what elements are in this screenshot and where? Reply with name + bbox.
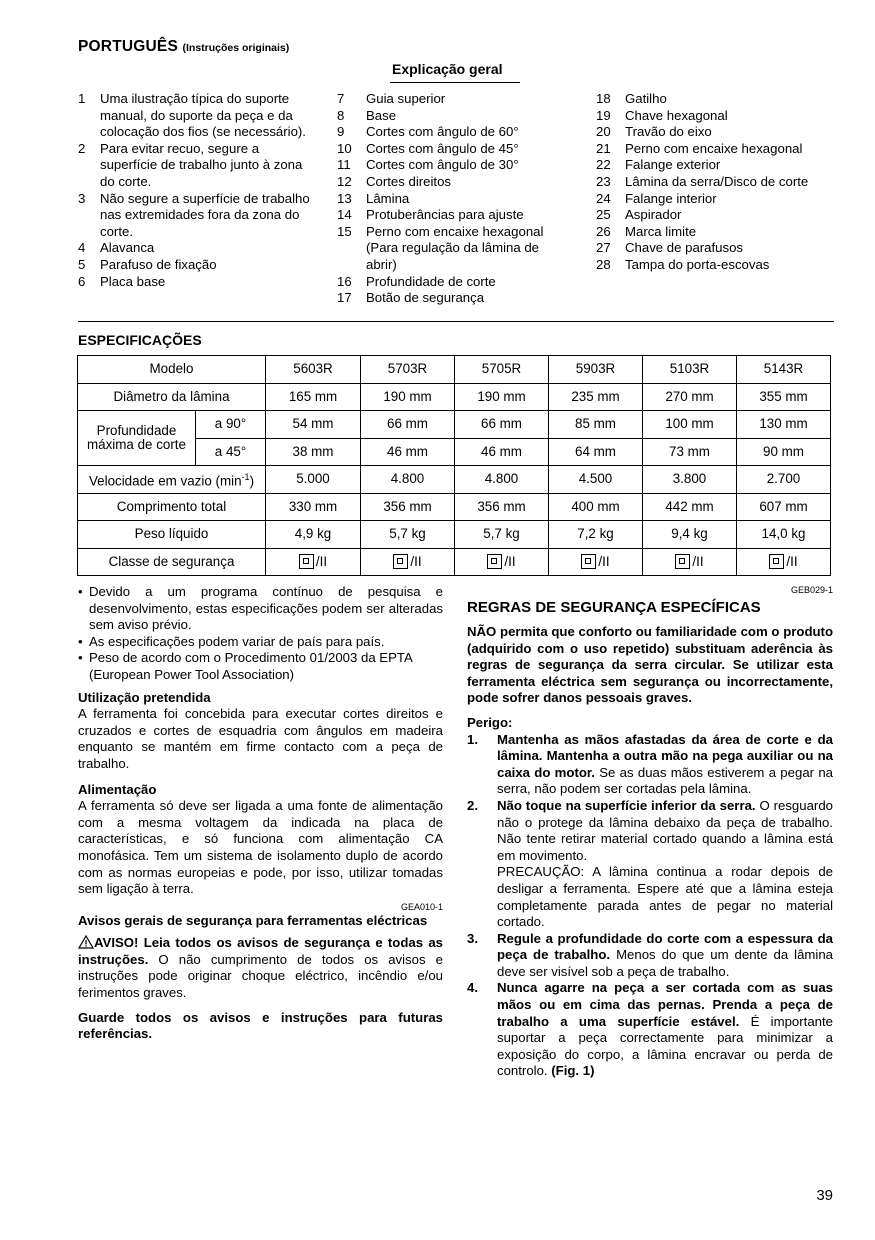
table-row-weight — [78, 521, 831, 549]
legend-number: 23 — [596, 173, 611, 189]
rule-caution-text: PRECAUÇÃO: A lâmina continua a rodar depois de desligar a ferramenta. Espere até que a lâmina esteja completamente parada antes de pegar no material cortado. — [497, 864, 833, 930]
blade-cell: 355 mm — [737, 383, 831, 411]
legend-text: Falange exterior — [625, 157, 721, 173]
row-label-weight: Peso líquido — [78, 521, 266, 549]
rule-text: É importante suportar a peça correctamente para minimizar a exposição do corpo, a lâmina encravar ou perda de controlo. — [497, 1013, 833, 1079]
depth90-cell: 85 mm — [549, 411, 643, 439]
legend-text: Perno com encaixe hexagonal (Para regulação da lâmina de abrir) — [366, 223, 544, 272]
general-warnings-title: Avisos gerais de segurança para ferramentas eléctricas — [78, 912, 428, 928]
specific-rules-list — [467, 732, 833, 1080]
note-text: Peso de acordo com o Procedimento 01/2003 da EPTA (European Power Tool Association) — [89, 650, 413, 682]
page-header — [78, 38, 289, 56]
class-value: /II — [410, 554, 422, 570]
section-divider — [78, 321, 834, 322]
row-label-depth: Profundidade máxima de corte — [78, 411, 196, 466]
row-label-90: a 90° — [196, 411, 266, 439]
legend-text: Chave de parafusos — [625, 240, 744, 256]
legend-number: 3 — [78, 190, 86, 206]
rule-text: Menos do que um dente da lâmina deve ser visível sob a peça de trabalho. — [497, 947, 833, 979]
legend-text: Guia superior — [366, 91, 446, 106]
class-value: /II — [786, 554, 798, 570]
legend-number: 5 — [78, 256, 86, 272]
legend-number: 24 — [596, 190, 611, 206]
table-row-class — [78, 548, 831, 576]
model-cell: 5103R — [643, 356, 737, 384]
depth90-cell: 66 mm — [455, 411, 549, 439]
figure-reference: (Fig. 1) — [551, 1063, 595, 1079]
right-column — [467, 584, 833, 1080]
rule-item — [467, 931, 833, 981]
legend-number: 9 — [337, 124, 345, 140]
legend-number: 18 — [596, 91, 611, 106]
row-label-model: Modelo — [78, 356, 266, 384]
legend-text: Falange interior — [625, 190, 717, 206]
overview-title-underline — [390, 82, 520, 83]
specifications-title: ESPECIFICAÇÕES — [78, 332, 202, 348]
model-cell: 5603R — [266, 356, 361, 384]
legend-text: Chave hexagonal — [625, 107, 728, 123]
row-label-class: Classe de segurança — [78, 548, 266, 576]
blade-cell: 165 mm — [266, 383, 361, 411]
depth90-cell: 100 mm — [643, 411, 737, 439]
model-cell: 5903R — [549, 356, 643, 384]
speed-label-sup: -1 — [241, 472, 250, 483]
legend-text: Cortes com ângulo de 45° — [366, 140, 519, 156]
legend-number: 11 — [337, 157, 351, 173]
power-supply-code: GEA010-1 — [400, 901, 443, 912]
blade-cell: 235 mm — [549, 383, 643, 411]
class-cell — [737, 548, 831, 576]
legend-number: 20 — [596, 124, 611, 140]
legend-item — [78, 191, 310, 241]
table-row-model — [78, 356, 831, 384]
legend-number: 25 — [596, 207, 611, 223]
legend-number: 14 — [337, 207, 352, 223]
rule-item — [467, 980, 833, 1080]
legend-number: 21 — [596, 140, 611, 156]
weight-cell: 5,7 kg — [361, 521, 455, 549]
blade-cell: 190 mm — [361, 383, 455, 411]
class-cell — [266, 548, 361, 576]
rule-text: Se as duas mãos estiverem a pegar na serra, não podem ser cortadas pela lâmina. — [497, 764, 833, 797]
class-cell — [361, 548, 455, 576]
length-cell: 442 mm — [643, 493, 737, 521]
language-title: PORTUGUÊS — [78, 38, 178, 55]
rule-text: O resguardo não o protege da lâmina debaixo da peça de trabalho. Não tente retirar material cortado quando a lâmina está em movimento. — [497, 797, 833, 863]
legend-item — [337, 224, 573, 274]
class-cell — [549, 548, 643, 576]
weight-cell: 7,2 kg — [549, 521, 643, 549]
legend-number: 12 — [337, 173, 352, 189]
rule-number: 1. — [467, 731, 478, 747]
legend-item — [596, 191, 832, 208]
speed-cell: 3.800 — [643, 466, 737, 494]
table-row-depth-90 — [78, 411, 831, 439]
depth45-cell: 64 mm — [549, 438, 643, 466]
double-insulation-icon — [581, 554, 596, 569]
note-text: As especificações podem variar de país para país. — [89, 633, 385, 649]
legend-number: 2 — [78, 140, 86, 156]
weight-cell: 9,4 kg — [643, 521, 737, 549]
legend-text: Placa base — [100, 273, 166, 289]
power-supply-title: Alimentação — [78, 781, 157, 797]
blade-cell: 190 mm — [455, 383, 549, 411]
legend-number: 28 — [596, 256, 611, 272]
legend-text: Uma ilustração típica do suporte manual, do suporte da peça e da colocação dos fios (se necessário). — [100, 91, 306, 140]
row-label-45: a 45° — [196, 438, 266, 466]
double-insulation-icon — [769, 554, 784, 569]
note-item: • Peso de acordo com o Procedimento 01/2003 da EPTA (European Power Tool Association) — [78, 650, 443, 683]
legend-item — [337, 274, 573, 291]
length-cell: 356 mm — [455, 493, 549, 521]
legend-text: Perno com encaixe hexagonal — [625, 140, 803, 156]
speed-cell: 2.700 — [737, 466, 831, 494]
legend-number: 17 — [337, 290, 352, 306]
warning-bold-text: AVISO! Leia todos os avisos de segurança e todas as instruções. — [78, 935, 443, 967]
length-cell: 400 mm — [549, 493, 643, 521]
model-cell: 5703R — [361, 356, 455, 384]
legend-item — [596, 157, 832, 174]
legend-column-1 — [78, 91, 310, 290]
speed-label-text: Velocidade em vazio (min — [88, 473, 242, 489]
legend-column-3 — [596, 91, 832, 274]
legend-number: 4 — [78, 240, 86, 256]
legend-text: Cortes com ângulo de 30° — [366, 157, 519, 173]
rule-bold-text: Não toque na superfície inferior da serra. — [497, 797, 756, 813]
left-column — [78, 584, 443, 1043]
legend-number: 7 — [337, 91, 345, 106]
legend-item — [78, 91, 310, 141]
speed-label-close: ) — [249, 473, 255, 489]
specific-rules-title: REGRAS DE SEGURANÇA ESPECÍFICAS — [467, 599, 761, 616]
rule-bold-text: Regule a profundidade do corte com a espessura da peça de trabalho. — [497, 930, 833, 963]
legend-text: Alavanca — [100, 240, 155, 256]
legend-item — [78, 274, 310, 291]
warning-icon — [78, 935, 94, 949]
length-cell: 356 mm — [361, 493, 455, 521]
legend-text: Cortes com ângulo de 60° — [366, 124, 519, 140]
class-cell — [455, 548, 549, 576]
table-row-blade — [78, 383, 831, 411]
intended-use-text: A ferramenta foi concebida para executar cortes direitos e cruzados e cortes de esquadria com ângulos em madeira enquanto se mantém em firme contacto com a peça de trabalho. — [78, 706, 443, 771]
legend-item — [596, 108, 832, 125]
class-value: /II — [692, 554, 704, 570]
legend-text: Para evitar recuo, segure a superfície de trabalho junto à zona do corte. — [100, 140, 303, 189]
legend-text: Não segure a superfície de trabalho nas extremidades fora da zona do corte. — [100, 190, 310, 239]
specific-rules-code: GEB029-1 — [790, 585, 833, 595]
legend-number: 8 — [337, 107, 345, 123]
depth45-cell: 90 mm — [737, 438, 831, 466]
weight-cell: 4,9 kg — [266, 521, 361, 549]
legend-text: Parafuso de fixação — [100, 256, 217, 272]
rule-bold-text: Nunca agarre na peça a ser cortada com as suas mãos ou em cima das pernas. Prenda a peça de trabalho a uma superfície estável. — [497, 980, 833, 1029]
depth45-cell: 46 mm — [361, 438, 455, 466]
legend-text: Lâmina da serra/Disco de corte — [625, 173, 809, 189]
legend-item — [337, 91, 573, 108]
rule-item — [467, 732, 833, 798]
depth45-cell: 38 mm — [266, 438, 361, 466]
note-text: Devido a um programa contínuo de pesquisa e desenvolvimento, estas especificações podem ser alteradas sem aviso prévio. — [89, 584, 443, 633]
rule-number: 2. — [467, 797, 478, 813]
legend-item — [78, 240, 310, 257]
legend-item — [596, 124, 832, 141]
legend-column-2 — [337, 91, 573, 307]
speed-cell: 4.800 — [455, 466, 549, 494]
weight-cell: 14,0 kg — [737, 521, 831, 549]
legend-number: 1 — [78, 91, 86, 106]
legend-text: Travão do eixo — [625, 124, 712, 140]
legend-number: 6 — [78, 273, 86, 289]
legend-text: Base — [366, 107, 397, 123]
note-item: • Devido a um programa contínuo de pesquisa e desenvolvimento, estas especificações podem ser alteradas sem aviso prévio. — [78, 584, 443, 633]
overview-title: Explicação geral — [392, 61, 503, 77]
legend-number: 10 — [337, 140, 352, 156]
legend-text: Profundidade de corte — [366, 273, 496, 289]
double-insulation-icon — [487, 554, 502, 569]
legend-item — [337, 290, 573, 307]
legend-text: Gatilho — [625, 91, 667, 106]
rule-number: 3. — [467, 930, 478, 946]
page-number: 39 — [816, 1187, 833, 1204]
class-cell — [643, 548, 737, 576]
row-label-speed — [78, 466, 266, 494]
legend-number: 16 — [337, 273, 352, 289]
model-cell: 5143R — [737, 356, 831, 384]
model-cell: 5705R — [455, 356, 549, 384]
specifications-table — [77, 355, 831, 576]
depth45-cell: 73 mm — [643, 438, 737, 466]
depth90-cell: 54 mm — [266, 411, 361, 439]
legend-item — [596, 257, 832, 274]
legend-number: 19 — [596, 107, 611, 123]
length-cell: 607 mm — [737, 493, 831, 521]
class-value: /II — [504, 554, 516, 570]
legend-text: Cortes direitos — [366, 173, 452, 189]
general-warning-paragraph — [78, 935, 443, 1001]
rule-number: 4. — [467, 980, 478, 996]
row-label-length: Comprimento total — [78, 493, 266, 521]
weight-cell: 5,7 kg — [455, 521, 549, 549]
legend-item — [596, 240, 832, 257]
legend-item — [337, 174, 573, 191]
intended-use-title: Utilização pretendida — [78, 689, 211, 705]
class-value: /II — [315, 554, 328, 570]
legend-item — [337, 141, 573, 158]
legend-text: Lâmina — [366, 190, 410, 206]
save-instructions-text: Guarde todos os avisos e instruções para futuras referências. — [78, 1009, 443, 1042]
rule-item — [467, 798, 833, 931]
legend-item — [337, 124, 573, 141]
legend-number: 22 — [596, 157, 611, 173]
legend-item — [596, 224, 832, 241]
rule-bold-text: Mantenha as mãos afastadas da área de corte e da lâmina. Mantenha a outra mão na pega auxiliar ou na caixa do motor. — [497, 731, 833, 780]
legend-text: Botão de segurança — [366, 290, 485, 306]
legend-item — [596, 141, 832, 158]
legend-number: 13 — [337, 190, 352, 206]
legend-text: Aspirador — [625, 207, 682, 223]
row-label-blade: Diâmetro da lâmina — [78, 383, 266, 411]
legend-item — [596, 207, 832, 224]
legend-number: 27 — [596, 240, 611, 256]
legend-item — [78, 141, 310, 191]
specific-rules-intro: NÃO permita que conforto ou familiaridade com o produto (adquirido com o uso repetido) substituam aderência às regras de segurança da serra circular. Se utilizar esta ferramenta eléctrica sem segurança ou incorrectamente, pode sofrer danos pessoais graves. — [467, 624, 833, 706]
blade-cell: 270 mm — [643, 383, 737, 411]
class-value: /II — [598, 554, 610, 570]
legend-item — [337, 207, 573, 224]
note-item: • As especificações podem variar de país para país. — [78, 634, 443, 651]
danger-label: Perigo: — [467, 714, 513, 730]
double-insulation-icon — [675, 554, 690, 569]
speed-cell: 4.500 — [549, 466, 643, 494]
depth90-cell: 130 mm — [737, 411, 831, 439]
length-cell: 330 mm — [266, 493, 361, 521]
legend-number: 26 — [596, 223, 611, 239]
power-supply-text: A ferramenta só deve ser ligada a uma fonte de alimentação com a mesma voltagem da indicada na placa de características, e só funciona com alimentação CA monofásica. Tem um sistema de isolamento duplo de acordo com as normas europeias e pode, por isso, utilizar tomadas sem ligação à terra. — [78, 798, 443, 897]
table-row-length — [78, 493, 831, 521]
legend-text: Tampa do porta-escovas — [625, 256, 770, 272]
legend-number: 15 — [337, 223, 352, 239]
table-row-speed — [78, 466, 831, 494]
legend-text: Marca limite — [625, 223, 697, 239]
language-subtitle: (Instruções originais) — [182, 42, 290, 54]
legend-item — [337, 108, 573, 125]
double-insulation-icon — [393, 554, 408, 569]
legend-item — [596, 174, 832, 191]
speed-cell: 5.000 — [266, 466, 361, 494]
legend-item — [596, 91, 832, 108]
legend-item — [337, 191, 573, 208]
depth45-cell: 46 mm — [455, 438, 549, 466]
double-insulation-icon — [299, 554, 314, 569]
legend-text: Protuberâncias para ajuste — [366, 207, 524, 223]
legend-item — [337, 157, 573, 174]
speed-cell: 4.800 — [361, 466, 455, 494]
depth90-cell: 66 mm — [361, 411, 455, 439]
warning-text: O não cumprimento de todos os avisos e instruções pode originar choque eléctrico, incêndio e/ou ferimentos graves. — [78, 951, 443, 1001]
legend-item — [78, 257, 310, 274]
